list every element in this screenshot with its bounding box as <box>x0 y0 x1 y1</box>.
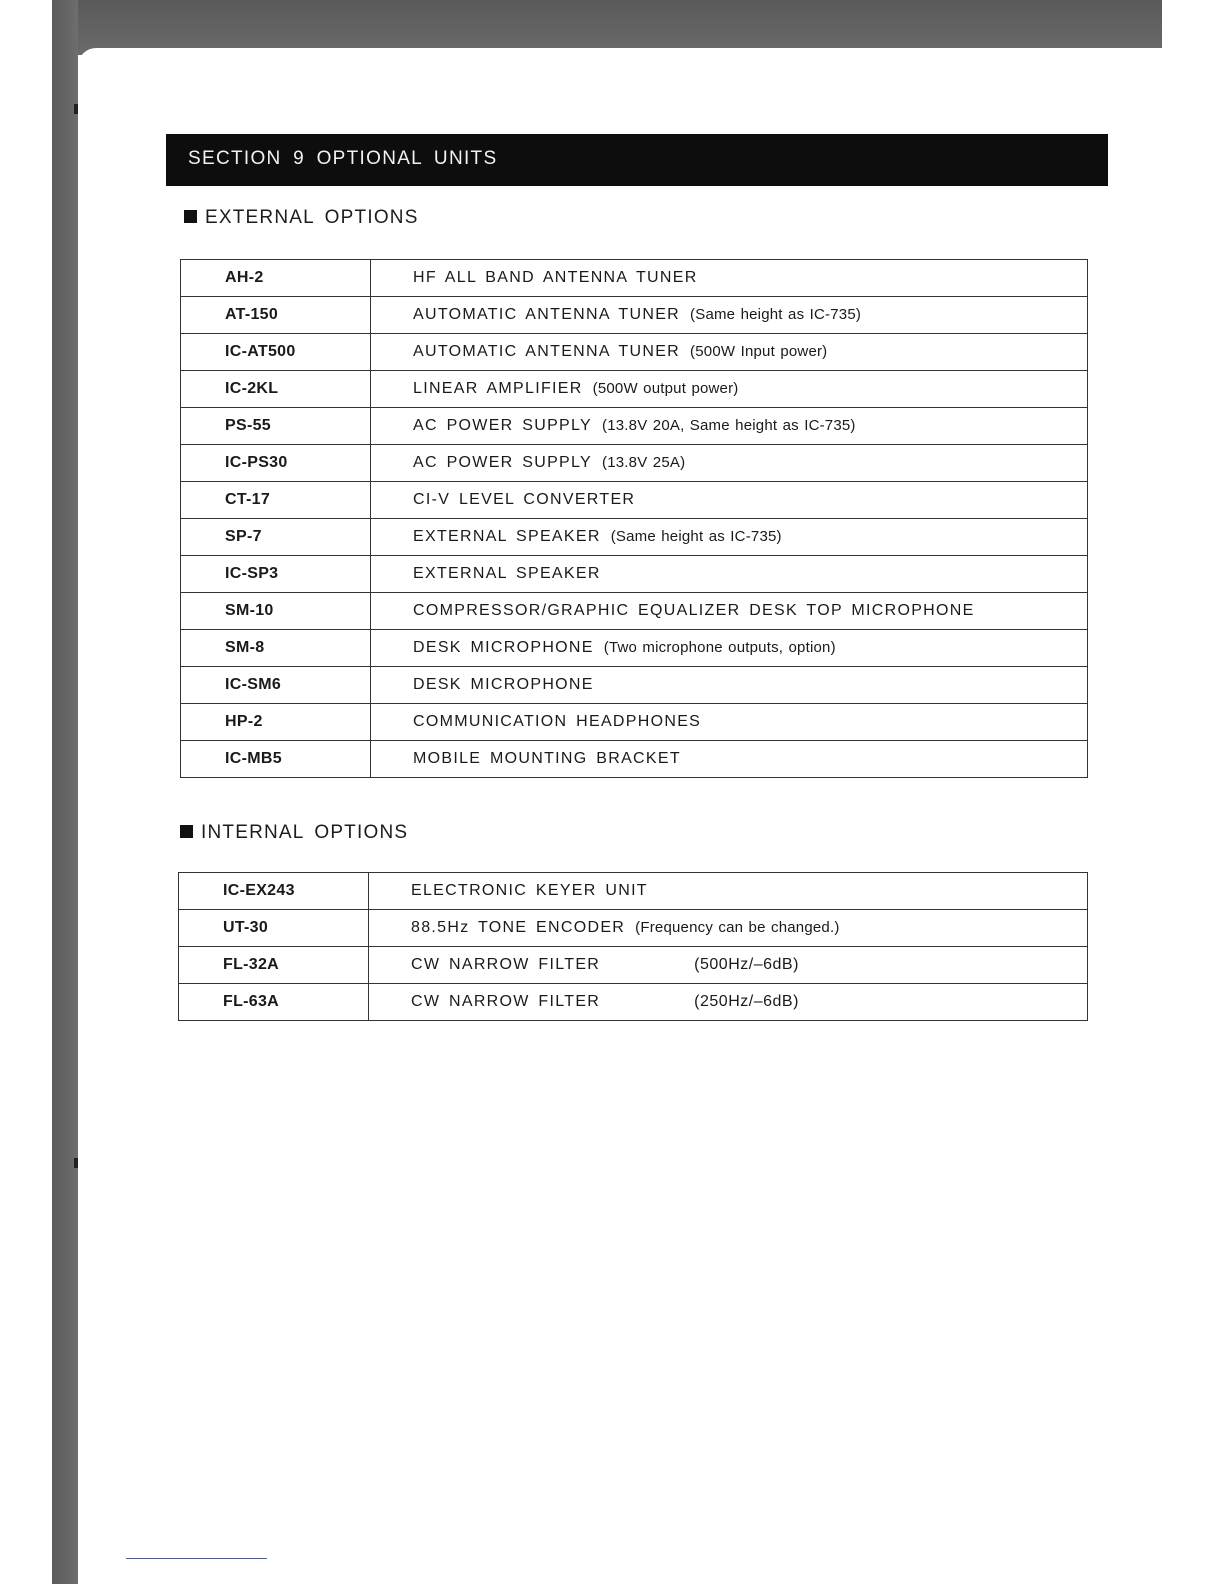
description-cell <box>371 704 1088 741</box>
model-cell: IC-SM6 <box>181 667 371 704</box>
table-row <box>181 297 1088 334</box>
description-text: AUTOMATIC ANTENNA TUNER <box>413 306 681 323</box>
scan-border-left <box>52 0 78 1584</box>
model-cell: SM-10 <box>181 593 371 630</box>
binding-mark <box>74 104 78 114</box>
description-text: CI-V LEVEL CONVERTER <box>413 491 636 508</box>
internal-options-table <box>178 872 1088 1021</box>
table-row <box>181 408 1088 445</box>
internal-options-heading-text: INTERNAL OPTIONS <box>201 822 409 843</box>
model-cell: IC-AT500 <box>181 334 371 371</box>
section-title: SECTION 9 OPTIONAL UNITS <box>166 134 1108 186</box>
filter-spec: (500Hz/–6dB) <box>694 956 799 973</box>
description-note: (13.8V 25A) <box>602 454 686 471</box>
model-cell: IC-2KL <box>181 371 371 408</box>
description-text: AC POWER SUPPLY <box>413 417 593 434</box>
description-note: (Two microphone outputs, option) <box>603 639 836 656</box>
description-cell <box>371 297 1088 334</box>
table-row <box>181 371 1088 408</box>
description-cell <box>371 741 1088 778</box>
description-cell <box>371 371 1088 408</box>
description-text: DESK MICROPHONE <box>413 676 594 693</box>
square-bullet-icon <box>184 210 197 223</box>
table-row <box>181 445 1088 482</box>
description-note: (500W output power) <box>592 380 739 397</box>
description-cell <box>371 334 1088 371</box>
model-cell: IC-MB5 <box>181 741 371 778</box>
table-row <box>181 741 1088 778</box>
table-row <box>181 482 1088 519</box>
description-text: LINEAR AMPLIFIER <box>413 380 583 397</box>
description-cell <box>369 984 1088 1021</box>
table-row <box>181 260 1088 297</box>
description-cell <box>371 260 1088 297</box>
model-cell: UT-30 <box>179 910 369 947</box>
table-row <box>181 704 1088 741</box>
model-cell: IC-EX243 <box>179 873 369 910</box>
description-cell <box>371 519 1088 556</box>
description-text: 88.5Hz TONE ENCODER <box>411 919 626 936</box>
footer-rule <box>126 1558 267 1559</box>
description-cell <box>371 482 1088 519</box>
description-text: HF ALL BAND ANTENNA TUNER <box>413 269 698 286</box>
model-cell: AT-150 <box>181 297 371 334</box>
table-row <box>179 910 1088 947</box>
description-text: COMPRESSOR/GRAPHIC EQUALIZER DESK TOP MICROPHONE <box>413 602 975 619</box>
description-text: EXTERNAL SPEAKER <box>413 565 601 582</box>
external-options-heading-text: EXTERNAL OPTIONS <box>205 207 419 228</box>
model-cell: IC-PS30 <box>181 445 371 482</box>
description-note: (500W Input power) <box>690 343 828 360</box>
table-row <box>181 519 1088 556</box>
model-cell: FL-63A <box>179 984 369 1021</box>
external-options-table <box>180 259 1088 778</box>
table-row <box>181 667 1088 704</box>
table-row <box>179 873 1088 910</box>
description-text: EXTERNAL SPEAKER <box>413 528 601 545</box>
description-note: (13.8V 20A, Same height as IC-735) <box>602 417 856 434</box>
table-row <box>181 556 1088 593</box>
table-row <box>181 334 1088 371</box>
description-text: MOBILE MOUNTING BRACKET <box>413 750 681 767</box>
description-text: CW NARROW FILTER <box>411 956 601 973</box>
model-cell: HP-2 <box>181 704 371 741</box>
table-row <box>179 947 1088 984</box>
internal-options-heading <box>180 822 408 844</box>
table-row <box>179 984 1088 1021</box>
description-note: (Frequency can be changed.) <box>635 919 840 936</box>
model-cell: AH-2 <box>181 260 371 297</box>
external-options-heading <box>184 207 419 229</box>
description-cell <box>371 556 1088 593</box>
scan-border-top <box>52 0 1162 55</box>
description-text: COMMUNICATION HEADPHONES <box>413 713 702 730</box>
description-text: AUTOMATIC ANTENNA TUNER <box>413 343 681 360</box>
description-cell <box>371 445 1088 482</box>
description-cell <box>369 873 1088 910</box>
table-row <box>181 593 1088 630</box>
description-text: ELECTRONIC KEYER UNIT <box>411 882 648 899</box>
description-cell <box>369 947 1088 984</box>
description-cell <box>371 630 1088 667</box>
description-text: DESK MICROPHONE <box>413 639 594 656</box>
description-note: (Same height as IC-735) <box>610 528 782 545</box>
model-cell: CT-17 <box>181 482 371 519</box>
description-note: (Same height as IC-735) <box>690 306 862 323</box>
square-bullet-icon <box>180 825 193 838</box>
description-text: AC POWER SUPPLY <box>413 454 593 471</box>
model-cell: IC-SP3 <box>181 556 371 593</box>
binding-mark <box>74 1158 78 1168</box>
description-cell <box>371 667 1088 704</box>
model-cell: PS-55 <box>181 408 371 445</box>
description-cell <box>371 593 1088 630</box>
table-row <box>181 630 1088 667</box>
description-cell <box>369 910 1088 947</box>
description-cell <box>371 408 1088 445</box>
filter-spec: (250Hz/–6dB) <box>694 993 799 1010</box>
model-cell: SP-7 <box>181 519 371 556</box>
description-text: CW NARROW FILTER <box>411 993 601 1010</box>
model-cell: FL-32A <box>179 947 369 984</box>
model-cell: SM-8 <box>181 630 371 667</box>
